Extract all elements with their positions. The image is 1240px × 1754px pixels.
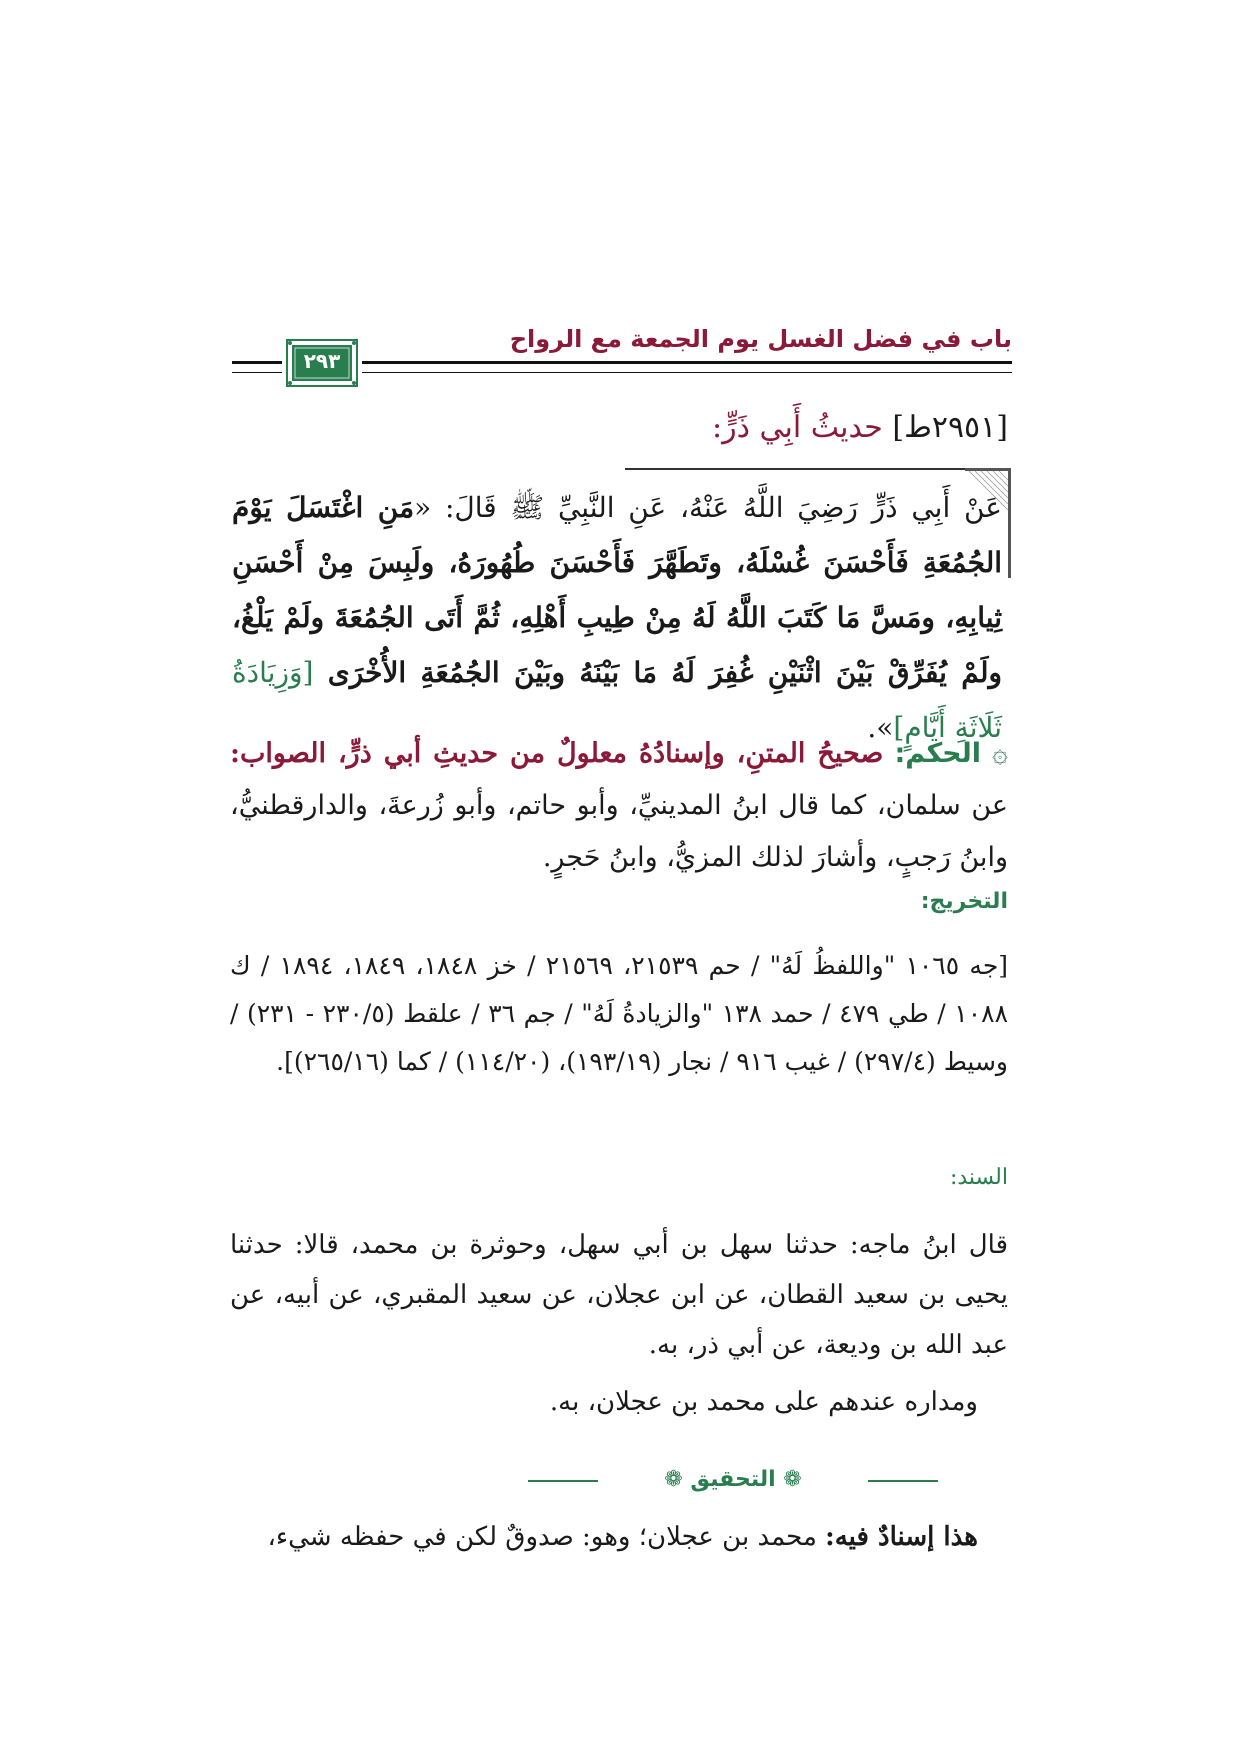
hadith-matn: مَنِ اغْتَسَلَ يَوْمَ الجُمُعَةِ فَأَحْسَنَ غُسْلَهُ، وتَطَهَّرَ فَأَحْسَنَ طُهُورَهُ، ولَبِسَ مِنْ أَحْسَنِ ثِيابِهِ، ومَسَّ مَا كَتَبَ اللَّهُ لَهُ مِنْ طِيبِ أَهْلِهِ، ثُمَّ أَتَى الجُمُعَةَ ولَمْ يَلْغُ، ولَمْ يُفَرِّقْ بَيْنَ اثْنَيْنِ غُفِرَ لَهُ مَا بَيْنَهُ وبَيْنَ الجُمُعَةِ الأُخْرَى: [232, 491, 1002, 689]
tahqiq-text: [230, 1514, 978, 1560]
hadith-text: [232, 480, 1002, 755]
hadith-heading: [308, 406, 1008, 450]
sanad-text: قال ابنُ ماجه: حدثنا سهل بن أبي سهل، وحوثرة بن محمد، قالا: حدثنا يحيى بن سعيد القطان، عن ابن عجلان، عن سعيد المقبري، عن أبيه، عن عبد الله بن وديعة، عن أبي ذر، به.: [230, 1230, 1008, 1360]
divider-line-right: [868, 1480, 938, 1482]
ruling: [230, 728, 1008, 884]
divider-line-left: [528, 1480, 598, 1482]
ruling-verdict: صحيحُ المتنِ، وإسنادُهُ معلولٌ من حديثِ أبي ذرٍّ، الصواب:: [230, 738, 884, 769]
hadith-closing: ».: [867, 711, 894, 744]
tahqiq-body: محمد بن عجلان؛ وهو: صدوقٌ لكن في حفظه شيء،: [267, 1522, 817, 1552]
tahqiq-heading: ❁ التحقيق ❁: [664, 1467, 802, 1492]
header-rule-short: [232, 361, 282, 373]
chapter-title: باب في فضل الغسل يوم الجمعة مع الرواح: [509, 325, 1012, 353]
page-number: ٢٩٣: [303, 349, 341, 373]
takhrij-heading: التخريج:: [920, 889, 1008, 914]
hadith-title: حديثُ أَبِي ذَرٍّ:: [712, 410, 883, 445]
ruling-text: عن سلمان، كما قال ابنُ المدينيِّ، وأبو حاتم، وأبو زُرعةَ، والدارقطنيُّ، وابنُ رَجبٍ، وأشارَ لذلك المزيُّ، وابنُ حَجرٍ.: [230, 790, 1008, 873]
header-rule: [362, 361, 1012, 373]
hadith-intro: عَنْ أَبِي ذَرٍّ رَضِيَ اللَّهُ عَنْهُ، عَنِ النَّبِيِّ ﷺ قَالَ: «: [414, 491, 1002, 524]
hadith-addition: [وَزِيَادَةُ ثَلَاثَةِ أَيَّامٍ]: [232, 656, 1002, 744]
flower-ornament-icon: ۞: [992, 738, 1008, 769]
hadith-number: [٢٩٥١ط]: [892, 410, 1008, 445]
hadith-box-rule: [625, 468, 1007, 470]
takhrij-text: [جه ١٠٦٥ "واللفظُ لَهُ" / حم ٢١٥٣٩، ٢١٥٦٩ / خز ١٨٤٨، ١٨٤٩، ١٨٩٤ / ك ١٠٨٨ / طي ٤٧٩ / حمد ١٣٨ "والزيادةُ لَهُ" / جم ٣٦ / علقط (٢٣٠/٥ - ٢٣١) / وسيط (٢٩٧/٤) / غيب ٩١٦ / نجار (١٩٣/١٩)، (١١٤/٢٠) / كما (٢٦٥/١٦)].: [230, 951, 1009, 1076]
sanad-heading: السند:: [949, 1165, 1008, 1190]
ruling-label: الحكم:: [894, 738, 981, 769]
madar-text: ومداره عندهم على محمد بن عجلان، به.: [549, 1387, 978, 1417]
tahqiq-bold: هذا إسنادٌ فيه:: [825, 1522, 978, 1552]
